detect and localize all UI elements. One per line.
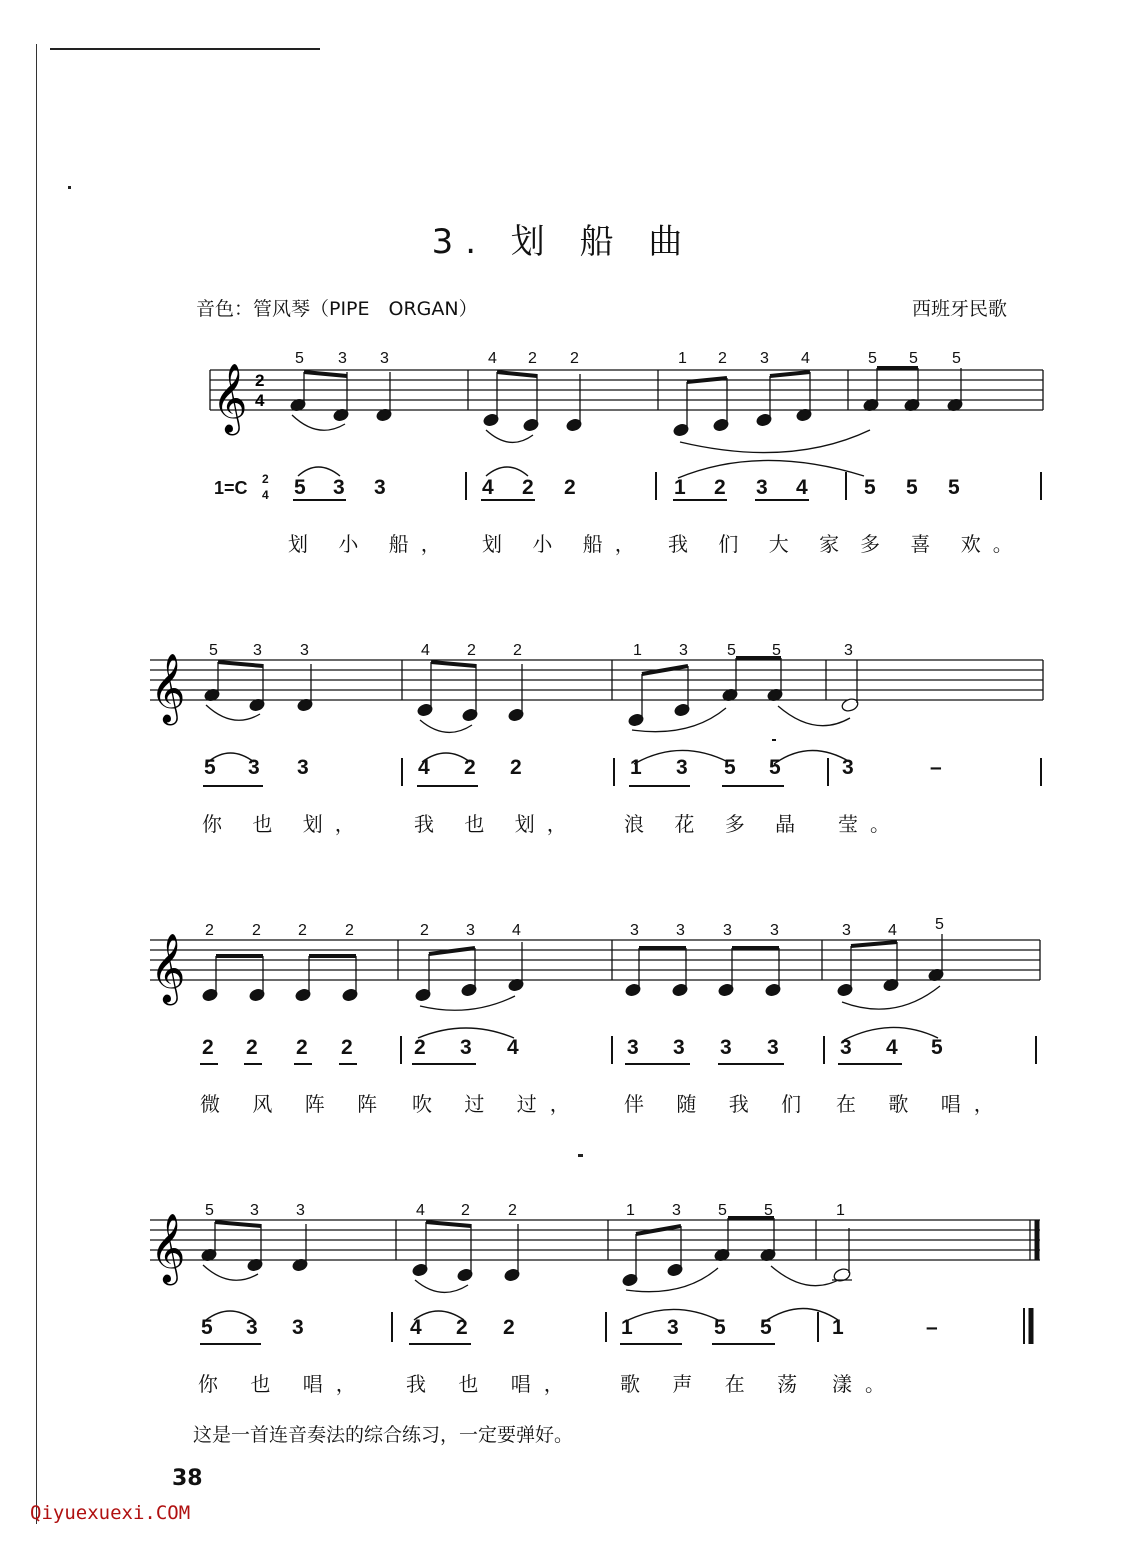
jianpu-note: 3: [842, 756, 854, 779]
time-sig-top: 2: [262, 472, 269, 486]
jianpu-note: 2: [456, 1316, 468, 1339]
jianpu-note: 3: [627, 1036, 639, 1059]
digit: 1: [836, 1202, 845, 1219]
lyric: 浪 花 多 晶: [624, 812, 808, 836]
digit: 5: [295, 350, 304, 367]
jianpu-note: 2: [522, 476, 534, 499]
digit: 2: [508, 1202, 517, 1219]
page-number: 38: [172, 1466, 203, 1491]
digit: 4: [801, 350, 810, 367]
jianpu-note: 5: [724, 756, 736, 779]
lyric: 莹。: [838, 812, 902, 836]
origin-label: 西班牙民歌: [912, 298, 1008, 320]
digit: 4: [488, 350, 497, 367]
jianpu-note: 3: [333, 476, 345, 499]
jianpu-note: 5: [864, 476, 876, 499]
lyric: 多 喜 欢。: [860, 532, 1025, 556]
digit: 3: [672, 1202, 681, 1219]
jianpu-note: 2: [510, 756, 522, 779]
song-title: 3. 划 船 曲: [431, 222, 695, 262]
digit: 5: [209, 642, 218, 659]
staff-digits-3: [0, 916, 1126, 942]
digit: 2: [205, 922, 214, 939]
jianpu-note: 2: [414, 1036, 426, 1059]
lyric: 划 小 船，: [288, 532, 453, 556]
lyric: 漾。: [832, 1372, 898, 1396]
lyric: 你 也 唱，: [198, 1372, 369, 1396]
jianpu-note: 5: [906, 476, 918, 499]
treble-clef-icon: 𝄞: [212, 363, 248, 433]
lyric: 微 风 阵 阵: [200, 1092, 391, 1116]
digit: 2: [718, 350, 727, 367]
digit: 4: [512, 922, 521, 939]
jianpu-note: 3: [292, 1316, 304, 1339]
jianpu-note: 4: [410, 1316, 422, 1339]
jianpu-note: 2: [202, 1036, 214, 1059]
digit: 5: [718, 1202, 727, 1219]
jianpu-dash: –: [930, 756, 942, 779]
digit: 1: [678, 350, 687, 367]
digit: 5: [935, 916, 944, 933]
jianpu-note: 5: [769, 756, 781, 779]
digit: 3: [760, 350, 769, 367]
svg-text:4: 4: [255, 391, 265, 410]
digit: 5: [772, 642, 781, 659]
digit: 5: [764, 1202, 773, 1219]
jianpu-marks-3: [0, 1016, 1126, 1086]
jianpu-note: 2: [503, 1316, 515, 1339]
lyric: 伴 随 我 们: [624, 1092, 815, 1116]
top-rule: [50, 48, 320, 50]
jianpu-note: 4: [507, 1036, 519, 1059]
watermark: Qiyuexuexi.COM: [30, 1502, 191, 1524]
jianpu-note: 5: [948, 476, 960, 499]
jianpu-note: 5: [294, 476, 306, 499]
jianpu-note: 3: [246, 1316, 258, 1339]
digit: 1: [626, 1202, 635, 1219]
lyric: 在 歌 唱，: [836, 1092, 1007, 1116]
digit: 4: [421, 642, 430, 659]
digit: 3: [250, 1202, 259, 1219]
lyric: 划 小 船，: [482, 532, 647, 556]
digit: 2: [467, 642, 476, 659]
jianpu-note: 1: [630, 756, 642, 779]
jianpu-note: 5: [204, 756, 216, 779]
digit: 3: [723, 922, 732, 939]
jianpu-marks-2: [0, 736, 1126, 806]
digit: 3: [844, 642, 853, 659]
jianpu-dash: –: [926, 1316, 938, 1339]
digit: 2: [570, 350, 579, 367]
jianpu-note: 3: [374, 476, 386, 499]
jianpu-note: 2: [296, 1036, 308, 1059]
jianpu-note: 3: [297, 756, 309, 779]
time-sig-bottom: 4: [262, 488, 269, 502]
jianpu-note: 4: [482, 476, 494, 499]
key-signature: 1=C: [214, 478, 248, 498]
jianpu-note: 1: [621, 1316, 633, 1339]
jianpu-note: 3: [676, 756, 688, 779]
staff-digits-1: [0, 350, 1126, 370]
digit: 2: [528, 350, 537, 367]
jianpu-note: 3: [460, 1036, 472, 1059]
digit: 3: [630, 922, 639, 939]
lyric: 歌 声 在 荡: [620, 1372, 811, 1396]
lyric: 吹 过 过，: [412, 1092, 583, 1116]
svg-text:2: 2: [255, 371, 265, 390]
digit: 2: [345, 922, 354, 939]
jianpu-marks-4: [0, 1296, 1126, 1366]
jianpu-note: 3: [756, 476, 768, 499]
digit: 3: [770, 922, 779, 939]
digit: 3: [842, 922, 851, 939]
digit: 5: [952, 350, 961, 367]
digit: 3: [380, 350, 389, 367]
digit: 3: [300, 642, 309, 659]
jianpu-note: 4: [796, 476, 808, 499]
digit: 2: [252, 922, 261, 939]
digit: 4: [888, 922, 897, 939]
jianpu-note: 1: [832, 1316, 844, 1339]
digit: 2: [298, 922, 307, 939]
digit: 5: [727, 642, 736, 659]
digit: 5: [205, 1202, 214, 1219]
jianpu-note: 3: [767, 1036, 779, 1059]
digit: 4: [416, 1202, 425, 1219]
treble-clef-icon: 𝄞: [150, 933, 186, 1003]
lyric: 我 也 划，: [414, 812, 579, 836]
digit: 5: [868, 350, 877, 367]
jianpu-note: 3: [673, 1036, 685, 1059]
digit: 2: [420, 922, 429, 939]
staff-digits-4: [0, 1202, 1126, 1222]
jianpu-note: 2: [564, 476, 576, 499]
jianpu-note: 5: [931, 1036, 943, 1059]
digit: 3: [676, 922, 685, 939]
lyric: 你 也 划，: [202, 812, 367, 836]
digit: 2: [513, 642, 522, 659]
digit: 2: [461, 1202, 470, 1219]
jianpu-note: 3: [840, 1036, 852, 1059]
jianpu-note: 5: [714, 1316, 726, 1339]
jianpu-marks-1: [0, 450, 1126, 520]
digit: 3: [296, 1202, 305, 1219]
digit: 3: [253, 642, 262, 659]
jianpu-note: 3: [667, 1316, 679, 1339]
timbre-label: 音色：管风琴（PIPE ORGAN）: [196, 298, 478, 320]
digit: 1: [633, 642, 642, 659]
jianpu-note: 5: [201, 1316, 213, 1339]
jianpu-note: 3: [720, 1036, 732, 1059]
lyric: 我 们 大 家: [668, 532, 852, 556]
stray-mark: [578, 1154, 583, 1157]
practice-note: 这是一首连音奏法的综合练习，一定要弹好。: [193, 1424, 574, 1446]
digit: 5: [909, 350, 918, 367]
stray-mark: [68, 186, 71, 189]
treble-clef-icon: 𝄞: [150, 1213, 186, 1283]
jianpu-note: 4: [418, 756, 430, 779]
jianpu-note: 2: [464, 756, 476, 779]
jianpu-note: 3: [248, 756, 260, 779]
jianpu-note: 2: [714, 476, 726, 499]
staff-digits-2: [0, 642, 1126, 662]
digit: 3: [338, 350, 347, 367]
jianpu-note: 2: [246, 1036, 258, 1059]
jianpu-note: 1: [674, 476, 686, 499]
jianpu-note: 4: [886, 1036, 898, 1059]
digit: 3: [466, 922, 475, 939]
lyric: 我 也 唱，: [406, 1372, 577, 1396]
jianpu-note: 5: [760, 1316, 772, 1339]
treble-clef-icon: 𝄞: [150, 653, 186, 723]
digit: 3: [679, 642, 688, 659]
jianpu-note: 2: [341, 1036, 353, 1059]
